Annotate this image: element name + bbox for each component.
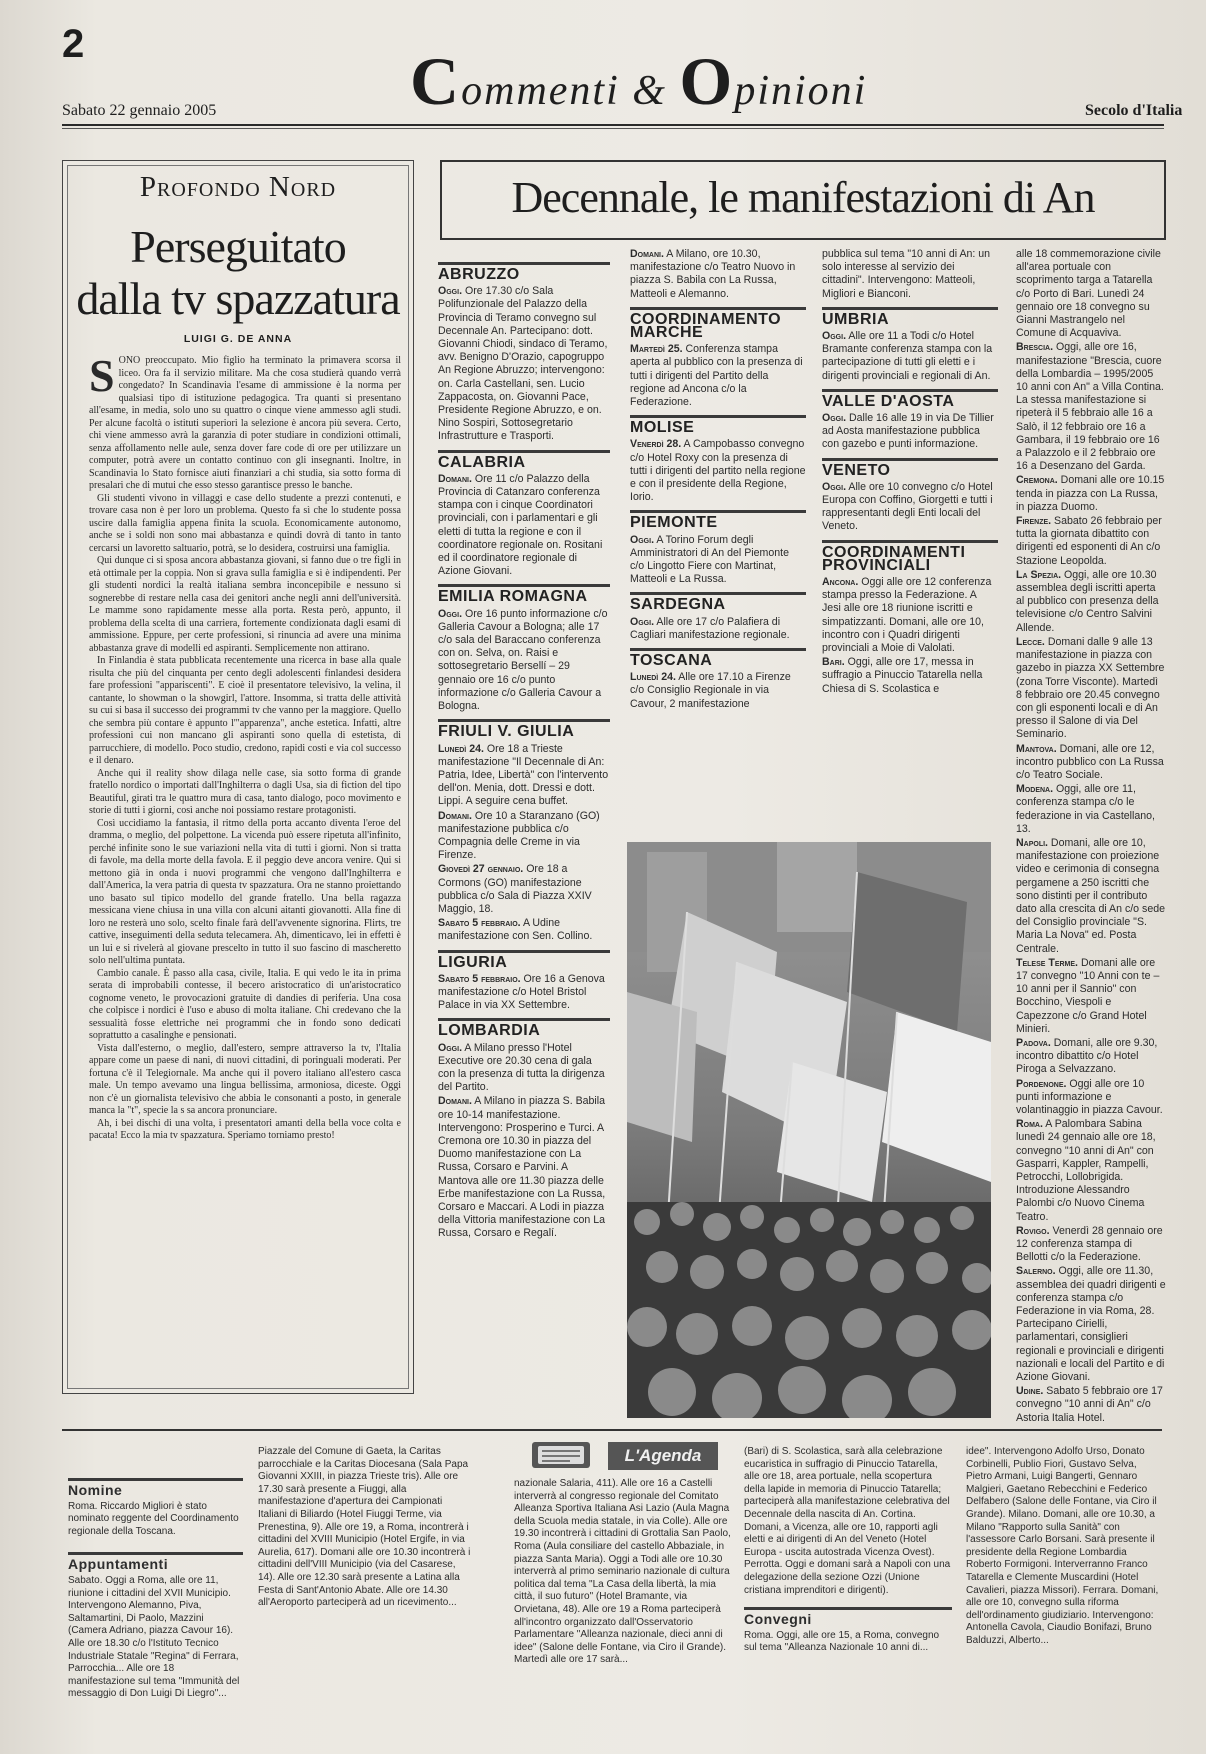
crowd-with-flags-image xyxy=(627,842,991,1418)
event-text: Ore 18 a Cormons (GO) manifestazione pubblica c/o Sala di Piazza XXIV Maggio, 18. xyxy=(438,863,592,915)
appuntamenti-heading: Appuntamenti xyxy=(68,1552,243,1571)
event-text: Ore 11 c/o Palazzo della Provincia di Catanzaro conferenza stampa con i cinque Coordinatori provinciali, con i parlamentari e gli eletti di tutta la regione e con il coordinatore regionale on. Rositani ed il coordinatore regionale di Azione Giovani. xyxy=(438,472,603,578)
event-entry xyxy=(438,1095,610,1240)
event-entry xyxy=(438,285,610,443)
event-entry xyxy=(1016,1037,1166,1077)
page-number: 2 xyxy=(62,22,85,66)
region-heading: MOLISE xyxy=(630,415,806,434)
section-title xyxy=(410,42,867,121)
event-text: Oggi, alle ore 11.30, assemblea dei quadri dirigenti e conferenza stampa c/o Federazione in via Roma, 28. Partecipano Cirielli, parlamentari, consiglieri regionali e provinciali e dirigenti nazionali e locali del Partito e di Azione Giovani. xyxy=(1016,1265,1166,1384)
event-date-lead: Napoli. xyxy=(1016,836,1048,849)
event-text: Ore 18 a Trieste manifestazione "Il Decennale di An: Patria, Idee, Libertà" con l'intervento dell'on. Menia, dott. Dressi e dott. Lippi. A seguire cena buffet. xyxy=(438,742,609,808)
event-text: Ore 17.30 c/o Sala Polifunzionale del Palazzo della Provincia di Teramo convegno sul Decennale An. Partecipano: dott. Giovanni Chiodi, sindaco di Teramo, avv. Benigno D'Orazio, capogruppo An Regione Abruzzo; intervengono: on. Carla Castellani, sen. Lucio Zappacosta, on. Giovanni Pace, Presidente Regione Abruzzo, e on. Nino Sospiri, Sottosegretario Infrastrutture e Trasporti. xyxy=(438,285,608,443)
region-heading: COORDINAMENTO MARCHE xyxy=(630,307,806,339)
event-date-lead: Cremona. xyxy=(1016,474,1058,487)
events-column-4 xyxy=(1016,248,1166,1426)
event-text: Dalle 16 alle 19 in via De Tillier ad Aosta manifestazione pubblica con gazebo e punti informazione. xyxy=(822,412,994,451)
event-date-lead: Oggi. xyxy=(822,480,847,493)
event-entry xyxy=(438,1042,610,1095)
event-date-lead: Lecce. xyxy=(1016,635,1045,648)
agenda-column-2: Piazzale del Comune di Gaeta, la Caritas parrocchiale e la Caritas Diocesana (Sala Papa Giovanni XXIII, in piazza Trieste tris). Alle ore 17.30 sarà presente a Fiuggi, alla manifestazione d'apertura dei Campionati Italiani di Biliardo (Hotel Fiuggi Terme, via Prenestina, 9). Alle ore 19, a Roma, incontrerà i cittadini del XVIII Municipio (Hotel Ergife, in via Aurelia, 617). Domani alle ore 10.30 incontrerà i cittadini dell'VIII Municipio (via del Casarese, 14). Alle ore 12.30 sarà presente a Latina alla Festa di Sant'Antonio Abate. Alle ore 14.30 all'Aeroporto parteciperà ad un ricevimento... xyxy=(258,1446,471,1609)
header-rule xyxy=(62,124,1164,126)
event-entry xyxy=(630,534,806,587)
event-date-lead: Oggi. xyxy=(438,607,463,620)
region-heading: ABRUZZO xyxy=(438,262,610,281)
region-heading: PIEMONTE xyxy=(630,510,806,529)
agenda-column-5: idee". Intervengono Adolfo Urso, Donato Corbinelli, Publio Fiori, Gustavo Selva, Pietro Armani, Luigi Bangerti, Gennaro Malgieri, Gaetano Rebecchini e Federico Delfabero (Salone delle Fontane, via Ciro il Grande). Milano. Domani, alle ore 10.30, a Milano "Rapporto sulla Sanità" con l'assessore Carlo Borsani. Sarà presente il presidente della Regione Lombardia Roberto Formigoni. Interverranno Franco Tatarella e Clemente Muscardini (Hotel Cavalieri, piazza Missori). Ferrara. Domani, alle ore 10, convegno sulla riforma dell'ordinamento giudiziario. Intervengono: Antonella Cavola, Ciaudio Bonifazi, Bruno Balduzzi, Alberto... xyxy=(966,1446,1159,1646)
event-date-lead: Domani. xyxy=(438,472,472,485)
event-text: Domani, alle ore 12, incontro pubblico con La Russa c/o Teatro Sociale. xyxy=(1016,742,1164,781)
event-entry xyxy=(630,248,806,301)
section-initial-c: C xyxy=(410,43,462,119)
header-rule-thin xyxy=(62,128,1164,129)
event-date-lead: Bari. xyxy=(822,656,845,669)
article-byline: LUIGI G. DE ANNA xyxy=(183,333,293,345)
event-text: Alle ore 11 a Todi c/o Hotel Bramante conferenza stampa con la partecipazione di tutti gli eletti e i dirigenti provinciali e regionali di An. xyxy=(822,330,993,382)
event-date-lead: Venerdì 28. xyxy=(630,438,682,451)
article-headline xyxy=(63,221,413,325)
agenda-column-4 xyxy=(744,1446,952,1655)
section-initial-o: O xyxy=(679,43,735,119)
event-text: Ore 10 a Staranzano (GO) manifestazione pubblica c/o Compagnia delle Creme in via Firenze. xyxy=(438,809,600,862)
event-text: Domani dalle 9 alle 13 manifestazione in piazza con gazebo in piazza XX Settembre (zona Torre Visconte). Martedì 8 febbraio ore 20.45 convegno con gli esponenti locali e di An presso il Salone di via Del Seminario. xyxy=(1016,635,1165,741)
event-entry xyxy=(1016,248,1166,340)
article-body xyxy=(89,350,401,1143)
event-date-lead: Domani. xyxy=(630,248,664,260)
event-entry xyxy=(822,248,998,301)
dropcap: S xyxy=(89,350,115,401)
event-entry xyxy=(1016,636,1166,742)
article-headline-line2: dalla tv spazzatura xyxy=(76,273,400,324)
event-date-lead: Domani. xyxy=(438,809,472,822)
article-paragraph: Gli studenti vivono in villaggi e case dello studente a prezzi contenuti, e trovare casa non è per loro un problema. Questo fa sì che lo studente possa uscire dalla famiglia appena finita la scuola. Economicamente autonomo, anche se i soldi non sono mai abbastanza e quindi dovrà di tanto in tanto cercarsi un lavoretto saltuario, potrà, se lo desidera, costruirsi una famiglia. xyxy=(89,492,401,554)
event-entry xyxy=(1016,474,1166,514)
event-entry xyxy=(1016,1265,1166,1384)
event-text: Alle ore 17 c/o Palafiera di Cagliari manifestazione regionale. xyxy=(630,615,790,641)
event-date-lead: Domani. xyxy=(438,1095,472,1108)
event-date-lead: Oggi. xyxy=(438,1041,463,1054)
event-entry xyxy=(1016,1225,1166,1265)
event-date-lead: Sabato 5 febbraio. xyxy=(438,972,521,985)
article-paragraph: Anche qui il reality show dilaga nelle case, sia sotto forma di grande fratello nordico o importati dall'Inghilterra o dagli Usa, sia di fiction del tipo Beautiful, girati tra le quattro mura di casa, tanto dialogo, poco movimento e storie di tutti i giorni, così anche noi possiamo restare protagonisti. xyxy=(89,767,401,816)
event-entry xyxy=(630,671,806,711)
agenda-rule xyxy=(62,1429,1162,1431)
region-heading: VALLE D'AOSTA xyxy=(822,389,998,408)
event-entry xyxy=(1016,783,1166,836)
event-date-lead: Udine. xyxy=(1016,1385,1044,1398)
event-date-lead: Oggi. xyxy=(630,533,655,546)
event-date-lead: Lunedì 24. xyxy=(630,671,676,684)
event-entry xyxy=(1016,341,1166,473)
region-heading: TOSCANA xyxy=(630,648,806,667)
event-entry xyxy=(822,656,998,696)
event-entry xyxy=(1016,837,1166,956)
nomine-text: Roma. Riccardo Migliori è stato nominato reggente del Coordinamento regionale della Toscana. xyxy=(68,1500,239,1537)
article-paragraph: Ah, i bei dischi di una volta, i presentatori amanti della bella voce colta e pacata! Ecco la mia tv spazzatura. Speriamo torniamo presto! xyxy=(89,1117,401,1141)
event-text: Ore 16 a Genova manifestazione c/o Hotel Bristol Palace in via XX Settembre. xyxy=(438,972,605,1012)
event-date-lead: Oggi. xyxy=(438,285,463,298)
event-text: Oggi, alle ore 11, conferenza stampa c/o le federazione in via Castellano, 13. xyxy=(1016,783,1155,835)
section-word-1: ommenti & xyxy=(461,68,680,114)
event-date-lead: Salerno. xyxy=(1016,1265,1056,1278)
event-entry xyxy=(822,481,998,534)
event-date-lead: Brescia. xyxy=(1016,341,1054,354)
main-headline: Decennale, le manifestazioni di An xyxy=(511,173,1095,222)
region-heading: FRIULI V. GIULIA xyxy=(438,719,610,738)
event-entry xyxy=(822,330,998,383)
event-text: Oggi, alle ore 10.30 assemblea degli iscritti aperta al pubblico con presenza della televisione c/o Centro Salvini Allende. xyxy=(1016,568,1159,634)
region-heading: UMBRIA xyxy=(822,307,998,326)
convegni-heading: Convegni xyxy=(744,1607,952,1626)
agenda-book-icon xyxy=(530,1438,594,1472)
event-entry xyxy=(822,412,998,452)
event-entry xyxy=(1016,957,1166,1036)
region-heading: LIGURIA xyxy=(438,950,610,969)
event-text: Sabato 5 febbraio ore 17 convegno "10 anni di An" c/o Astoria Italia Hotel. xyxy=(1016,1385,1163,1424)
event-text: A Milano in piazza S. Babila ore 10-14 manifestazione. Intervengono: Prosperino e Turci. A Cremona ore 10.30 in piazza del Duomo manifestazione con La Russa, Corsaro e Parvini. A Mantova alle ore 11.30 piazza delle Erbe manifestazione con La Russa, Corsaro e Maccari. A Lodi in piazza della Vittoria manifestazione con La Russa, Corsaro e Regalí. xyxy=(438,1095,606,1240)
event-text: Oggi, alle ore 17, messa in suffragio a Pinuccio Tatarella nella Chiesa di S. Scolastica e xyxy=(822,656,983,695)
event-text: Domani alle ore 10.15 tenda in piazza con La Russa, in piazza Duomo. xyxy=(1016,474,1165,513)
events-column-1 xyxy=(438,262,610,1242)
event-entry xyxy=(822,576,998,655)
event-date-lead: Oggi. xyxy=(822,412,847,425)
convegni-text: Roma. Oggi, alle ore 15, a Roma, convegno sul tema "Alleanza Nazionale 10 anni di... xyxy=(744,1629,940,1654)
event-text: A Milano, ore 10.30, manifestazione c/o Teatro Nuovo in piazza S. Babila con La Russa, Matteoli e Alemanno. xyxy=(630,248,796,300)
event-date-lead: Oggi. xyxy=(630,615,655,628)
event-date-lead: Ancona. xyxy=(822,576,859,589)
article-paragraph: ONO preoccupato. Mio figlio ha terminato la primavera scorsa il liceo. Ora fa il servizio militare. Ma che cosa studierà quando verrà congedato? In Scandinavia l'esame di ammissione è la norma per qualsiasi tipo di istituzione pedagogica. Tra quanti si presentano all'esame, in media, solo uno su quattro o cinque viene ammesso agli studi. Per alcune facoltà o istituti superiori la selezione è ancora più severa. Certo, chi viene ammesso avrà la garanzia di poter studiare in condizioni ottimali, senza affollamento nelle aule, senza dover fare code di ore per utilizzare un computer, potrà avere un contatto continuo con gli insegnanti. Inoltre, in Scandinavia lo Stato fornisce aiuti finanziari a chi studia, sia sotto forma di presalari che di mutui che esso stesso garantisce presso le banche. xyxy=(89,355,401,491)
article-paragraph: Qui dunque ci si sposa ancora abbastanza giovani, si fanno due o tre figli in età ottimale per la coppia. Non si grava sulla famiglia e si è indipendenti. Per gli studenti nordici la realtà italiana sembra inconcepibile e nessuno si sognerebbe di restare nella casa dei genitori anche negli anni dell'università. Le mamme sono rapidamente messe alla porta. Resta però, appunto, il problema della scelta di una carriera, fortemente condizionata dagli esami di ammissione. Eppure, per certe professioni, si rinuncia ad avere una minima abbastanza grave di modelli ed aspiranti. Semplicemente non attirano. xyxy=(89,555,401,654)
event-text: Oggi alle ore 12 conferenza stampa presso la Federazione. A Jesi alle ore 18 riunione iscritti e simpatizzanti. Domani, alle ore 10, incontro con i Quadri dirigenti provinciali a Moie di Valolati. xyxy=(822,576,992,655)
section-word-2: pinioni xyxy=(734,68,868,114)
event-date-lead: Martedì 25. xyxy=(630,343,683,356)
article-paragraph: In Finlandia è stata pubblicata recentemente una ricerca in base alla quale risulta che più del cinquanta per cento degli adolescenti finlandesi desidera fare professioni "appariscenti". E cioè il presentatore televisivo, la velina, il cantante, lo showman o la showgirl, l'attore. Insomma, si tratta delle attività su cui si basa il successo dei programmi tv che vanno per la maggiore. Quello che sembra più contare è appunto l'"apparenza", anche estetica. Infatti, altre professioni cui non mancano gli aspiranti sono quella di estetista, di parrucchiere, di modello. Poco studio, credono, rapidi costi e via col successo e il denaro. xyxy=(89,655,401,766)
event-date-lead: Roma. xyxy=(1016,1118,1043,1131)
event-date-lead: La Spezia. xyxy=(1016,568,1062,581)
event-text: pubblica sul tema "10 anni di An: un solo interesse al servizio dei cittadini". Intervengono: Matteoli, Migliori e Bianconi. xyxy=(822,248,991,300)
event-date-lead: Mantova. xyxy=(1016,742,1057,755)
event-date-lead: Rovigo. xyxy=(1016,1224,1050,1237)
event-text: Domani, alle ore 10, manifestazione con proiezione video e cerimonia di consegna pergamene a 250 iscritti che sono distinti per il contributo dato alla crescita di An c/o sede del Consiglio provinciale "S. Maria La Nova" ed. Posta Centrale. xyxy=(1016,836,1165,955)
agenda-column-3: nazionale Salaria, 411). Alle ore 16 a Castelli interverrà al congresso regionale del Comitato Alleanza Sportiva Italiana Asi Lazio (Aula Magna della Scuola media statale, in via Colle). Alle ore 19.30 incontrerà i cittadini di Grottalia San Paolo, Roma (Aula consiliare del castello Abbaziale, in piazza Santa Maria). Oggi a Todi alle ore 10.30 interverrà al primo seminario nazionale di cultura politica dal tema "La Casa della libertà, la mia città, il suo futuro" (Hotel Bramante, via Orvietana, 48). Alle ore 19 a Roma parteciperà all'incontro organizzato dall'Osservatorio Parlamentare "Alleanza nazionale, dieci anni di idee" (Salone delle Fontane, via Ciro il Grande). Martedì alle ore 17 sarà... xyxy=(514,1478,731,1666)
event-entry xyxy=(1016,1118,1166,1224)
event-entry xyxy=(438,917,610,943)
event-date-lead: Sabato 5 febbraio. xyxy=(438,917,521,930)
article-paragraph: Così uccidiamo la fantasia, il ritmo della porta accanto diventa l'eroe del dramma, o meglio, del polpettone. La vicenda può essere ripetuta all'infinito, perché infinite sono le sue variazioni nella vita di tutti i giorni. Non si tratta di favole, ma della morte della favola. E il peggio deve ancora venire. Qui si mettono già in onda i nuovi programmi che vengono dall'Inghilterra e dall'America, la vera patria di questa tv spazzatura. Ora ne stanno proiettando uno basato sul tipico modello del grande fratello. Una bella ragazza messicana viene chiusa in una villa con alcuni aitanti giovanotti. Alla fine di loro ne resterà uno solo, scelto finale farà dell'avvenente signorina. Flirts, tre cattive, inseguimenti della seduta telecamera. Ah, dimenticavo, lei in effetti è un lui e si rivelerà al giovane prescelto in tutto il suo fascino di mascheretto solo nell'ultima puntata. xyxy=(89,817,401,966)
event-entry xyxy=(1016,515,1166,568)
article-paragraph: Cambio canale. È passo alla casa, civile, Italia. E qui vedo le ita in prima serata di improbabili contesse, il becero aristocratico di un'aristocratico cognome veneto, le provocazioni gratuite di dandies di periferia. Una cosa che colpisce i nordici è l'uso e abuso di molta italiane. Chi credevano che la sessualità fosse elettriche nei programmi che in fondo sono dedicati soprattutto a casalinghe e pensionati. xyxy=(89,967,401,1041)
event-entry xyxy=(630,616,806,642)
events-column-3 xyxy=(822,248,998,697)
event-text: A Milano presso l'Hotel Executive ore 20.30 cena di gala con la presenza di tutta la dirigenza del Partito. xyxy=(438,1041,605,1094)
event-entry xyxy=(438,743,610,809)
event-entry xyxy=(1016,569,1166,635)
event-text: alle 18 commemorazione civile all'area portuale con scoprimento targa a Tatarella c/o Porto di Bari. Lunedì 24 gennaio ore 18 convegno su Gianni Mastrangelo nel Comune di Acquaviva. xyxy=(1016,248,1161,340)
region-heading: COORDINAMENTI PROVINCIALI xyxy=(822,540,998,572)
main-headline-box xyxy=(440,160,1166,240)
event-text: A Campobasso convegno c/o Hotel Roxy con la presenza di tutti i dirigenti del partito nella regione e con il presidente della Regione, Iorio. xyxy=(630,438,806,504)
region-heading: CALABRIA xyxy=(438,450,610,469)
event-date-lead: Pordenone. xyxy=(1016,1077,1067,1090)
event-text: Venerdì 28 gennaio ore 12 conferenza stampa di Bellotti c/o la Federazione. xyxy=(1016,1224,1163,1264)
event-date-lead: Telese Terme. xyxy=(1016,956,1079,969)
agenda-column-1 xyxy=(68,1478,243,1701)
event-text: A Udine manifestazione con Sen. Collino. xyxy=(438,917,593,943)
event-text: Domani, alle ore 9.30, incontro dibattito c/o Hotel Piroga a Selvazzano. xyxy=(1016,1036,1158,1076)
event-date-lead: Oggi. xyxy=(822,330,847,343)
event-text: Alle ore 17.10 a Firenze c/o Consiglio Regionale in via Cavour, 2 manifestazione xyxy=(630,671,791,710)
event-text: A Palombara Sabina lunedì 24 gennaio alle ore 18, convegno "10 anni di An" con Gasparri, Kappler, Rampelli, Petrocchi, Lollobrigida. Introduzione Alessandro Palombi c/o Nuovo Cinema Teatro. xyxy=(1016,1118,1156,1223)
appuntamenti-text: Sabato. Oggi a Roma, alle ore 11, riunione i cittadini del XVII Municipio. Intervengono Alemanno, Piva, Saltamartini, Di Paolo, Mazzini (Camera Adriano, piazza Cavour 16). Alle ore 18.30 c/o l'Istituto Tecnico Industriale Statale "Regina" di Ferrara, Parrocchia... Alle ore 18 manifestazione sul tema "Immunità del messaggio di Don Luigi Di Liegro"... xyxy=(68,1574,240,1700)
rubric-title: Profondo Nord xyxy=(139,171,337,203)
rally-crowd-photo xyxy=(627,842,991,1418)
event-entry xyxy=(630,438,806,504)
event-text: Sabato 26 febbraio per tutta la giornata dibattito con dirigenti ed esponenti di An c/o Stazione Leopolda. xyxy=(1016,515,1162,567)
event-entry xyxy=(438,810,610,863)
issue-date: Sabato 22 gennaio 2005 xyxy=(62,102,217,119)
event-entry xyxy=(438,863,610,916)
event-text: A Torino Forum degli Amministratori di An del Piemonte c/o Lingotto Fiere con Martinat, Matteoli e La Russa. xyxy=(630,533,789,586)
region-heading: VENETO xyxy=(822,458,998,477)
paper-name: Secolo d'Italia xyxy=(1085,102,1183,119)
event-date-lead: Padova. xyxy=(1016,1036,1051,1049)
event-date-lead: Lunedì 24. xyxy=(438,742,484,755)
event-text: Domani alle ore 17 convegno "10 Anni con te – 10 anni per il Sannio" con Bocchino, Viespoli e Capezzone c/o Grand Hotel Minieri. xyxy=(1016,956,1160,1035)
event-entry xyxy=(438,973,610,1013)
event-entry xyxy=(1016,1078,1166,1118)
nomine-heading: Nomine xyxy=(68,1478,243,1497)
event-entry xyxy=(1016,743,1166,783)
opinion-article xyxy=(62,160,414,1394)
event-text: Oggi, alle ore 16, manifestazione "Brescia, cuore della Lombardia – 1995/2005 10 anni con An" a Villa Contina. La stessa manifestazione si ripeterà il 5 febbraio alle 16 a Salò, il 12 febbraio ore 16 a Gambara, il 19 febbraio ore 16 a Palazzolo e il 2 febbraio ore 16 a Desenzano del Garda. xyxy=(1016,341,1164,473)
event-entry xyxy=(1016,1385,1166,1425)
article-paragraph: Vista dall'esterno, o meglio, dall'estero, sempre attraverso la tv, l'Italia appare come un paese di nani, di nuovi cittadini, di poringuali moderati. Per fortuna c'è il Telegiornale. Ma anche qui il povero italiano all'estero casca male. Un tempo avevamo una lingua bellissima, armoniosa, diceste. Oggi non c'è un giornalista televisivo che abbia le consonanti a posto, in generale manca la "t", specie la s sa ancora pronunciare. xyxy=(89,1042,401,1116)
region-heading: SARDEGNA xyxy=(630,592,806,611)
event-text: Oggi alle ore 10 punti informazione e volantinaggio in piazza Cavour. xyxy=(1016,1077,1163,1116)
events-column-2 xyxy=(630,248,806,712)
event-text: Conferenza stampa aperta al pubblico con la presenza di tutti i dirigenti del Partito della regione ad Ancona c/o la Federazione. xyxy=(630,343,803,409)
agenda-col4-text: (Bari) di S. Scolastica, sarà alla celebrazione eucaristica in suffragio di Pinuccio Tatarella, alle ore 18, area portuale, nella scopertura della lapide in memoria di Pinuccio Tatarella; parteciperà alla manifestazione celebrativa del Decennale della nascita di An. Cortina. Domani, a Vicenza, alle ore 10, rapporti agli eletti e ai dirigenti di An del Veneto (Hotel Europa - uscita autostrada Vicenza Ovest). Perrotta. Oggi e domani sarà a Napoli con una delegazione della sezione Ozzi (Unione cristiana imprenditori e dirigenti). xyxy=(744,1446,951,1596)
event-entry xyxy=(630,343,806,409)
event-date-lead: Modena. xyxy=(1016,783,1054,796)
event-text: Ore 16 punto informazione c/o Galleria Cavour a Bologna; alle 17 c/o sala del Baraccano conferenza con on. Selva, on. Raisi e sottosegretario Bersellí – 29 gennaio ore 16 c/o punto informazione c/o Galleria Cavour a Bologna. xyxy=(438,607,608,713)
region-heading: LOMBARDIA xyxy=(438,1018,610,1037)
event-entry xyxy=(438,473,610,579)
article-headline-line1: Perseguitato xyxy=(130,221,346,272)
event-date-lead: Firenze. xyxy=(1016,515,1052,528)
event-date-lead: Giovedì 27 gennaio. xyxy=(438,863,524,876)
agenda-label: L'Agenda xyxy=(608,1442,718,1470)
region-heading: EMILIA ROMAGNA xyxy=(438,584,610,603)
event-text: Alle ore 10 convegno c/o Hotel Europa con Coffino, Giorgetti e tutti i rappresentanti degli Enti locali del Veneto. xyxy=(822,480,993,533)
event-entry xyxy=(438,608,610,714)
